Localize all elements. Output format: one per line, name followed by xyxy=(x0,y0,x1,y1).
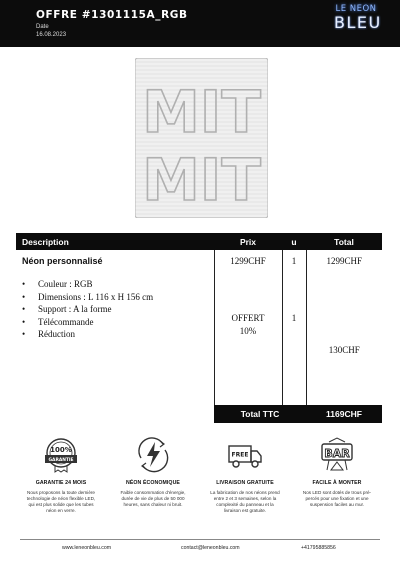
header-description: Description xyxy=(16,233,214,250)
feature-delivery xyxy=(204,436,286,514)
offer-title: OFFRE #1301115A_RGB xyxy=(36,9,188,21)
feature-description: Nos LED sont dotés de trous pré-percés pour une fixation et une suspension faciles au mur. xyxy=(302,490,372,507)
neon-letters-bottom: MIT xyxy=(142,146,261,214)
footer-email[interactable]: contact@leneonbleu.com xyxy=(181,545,240,551)
brand-logo xyxy=(334,4,382,32)
feature-title: LIVRAISON GRATUITE xyxy=(216,480,274,486)
line-total: 1299CHF xyxy=(326,256,362,266)
description-cell xyxy=(16,250,214,405)
bar-sign-icon xyxy=(317,436,357,474)
brand-logo-bottom: BLEU xyxy=(334,13,382,32)
product-name: Néon personnalisé xyxy=(22,256,103,266)
neon-letters-top: MIT xyxy=(142,78,261,146)
spec-list xyxy=(22,278,208,341)
header-total: Total xyxy=(306,233,382,250)
date-label: Date xyxy=(36,24,49,30)
discount-total: 130CHF xyxy=(328,345,360,355)
qty-cell xyxy=(282,250,306,405)
feature-easy-mount xyxy=(296,436,378,508)
total-cell xyxy=(306,250,382,405)
feature-title: FACILE À MONTER xyxy=(312,480,362,486)
spec-item: • Télécommande xyxy=(22,316,208,329)
feature-description: Faible consommation d'énergie, durée de vie de plus de 50 000 heures, sans chaleur ni bruit. xyxy=(120,490,186,507)
spec-item: • Dimensions : L 116 x H 156 cm xyxy=(22,291,208,304)
footer-divider xyxy=(20,539,380,540)
spec-item: • Support : A la forme xyxy=(22,303,208,316)
neon-design-preview xyxy=(135,58,268,218)
neon-outline-graphic xyxy=(135,58,268,218)
table-header-row xyxy=(16,233,382,250)
feature-title: NÉON ÉCONOMIQUE xyxy=(126,480,180,486)
truck-label-text: FREE xyxy=(231,451,249,459)
qty-value: 1 xyxy=(291,256,297,266)
sign-label-text: BAR xyxy=(324,447,350,460)
feature-description: La fabrication de nos néons prend entre 2 et 3 semaines, selon la complexité du panneau et la livraison est gratuite. xyxy=(210,490,280,513)
feature-guarantee xyxy=(20,436,102,514)
qty-value: 1 xyxy=(291,313,297,323)
delivery-truck-icon xyxy=(225,436,265,474)
offer-label: OFFERT xyxy=(231,313,265,323)
spec-item: • Réduction xyxy=(22,328,208,341)
feature-title: GARANTIE 24 MOIS xyxy=(35,480,87,486)
table-row xyxy=(16,250,382,405)
lightning-icon xyxy=(133,436,173,474)
quote-table xyxy=(16,233,382,423)
badge-label-text: GARANTIE xyxy=(48,458,74,464)
feature-strip xyxy=(20,436,380,526)
footer-website[interactable]: www.leneonbleu.com xyxy=(62,545,112,551)
discount-percent: 10% xyxy=(239,326,257,336)
brand-logo-top: LE NEON xyxy=(335,4,377,14)
feature-description: Nous proposons la toute dernière technologie de néon flexible LED, qui est plus solide que les tubes néon en verre. xyxy=(26,490,96,513)
header-qty: u xyxy=(282,233,306,250)
offer-header xyxy=(0,0,400,47)
header-price: Prix xyxy=(214,233,282,250)
badge-percent-text: 100% xyxy=(50,446,72,454)
total-row xyxy=(16,405,382,423)
feature-economic xyxy=(112,436,194,508)
guarantee-badge-icon xyxy=(41,436,81,474)
price-cell xyxy=(214,250,282,405)
total-value: 1169CHF xyxy=(306,405,382,423)
footer-phone[interactable]: +41795885856 xyxy=(301,545,336,551)
date-value: 16.08.2023 xyxy=(36,32,67,38)
total-label: Total TTC xyxy=(214,405,306,423)
price-value: 1299CHF xyxy=(230,256,266,266)
spec-item: • Couleur : RGB xyxy=(22,278,208,291)
